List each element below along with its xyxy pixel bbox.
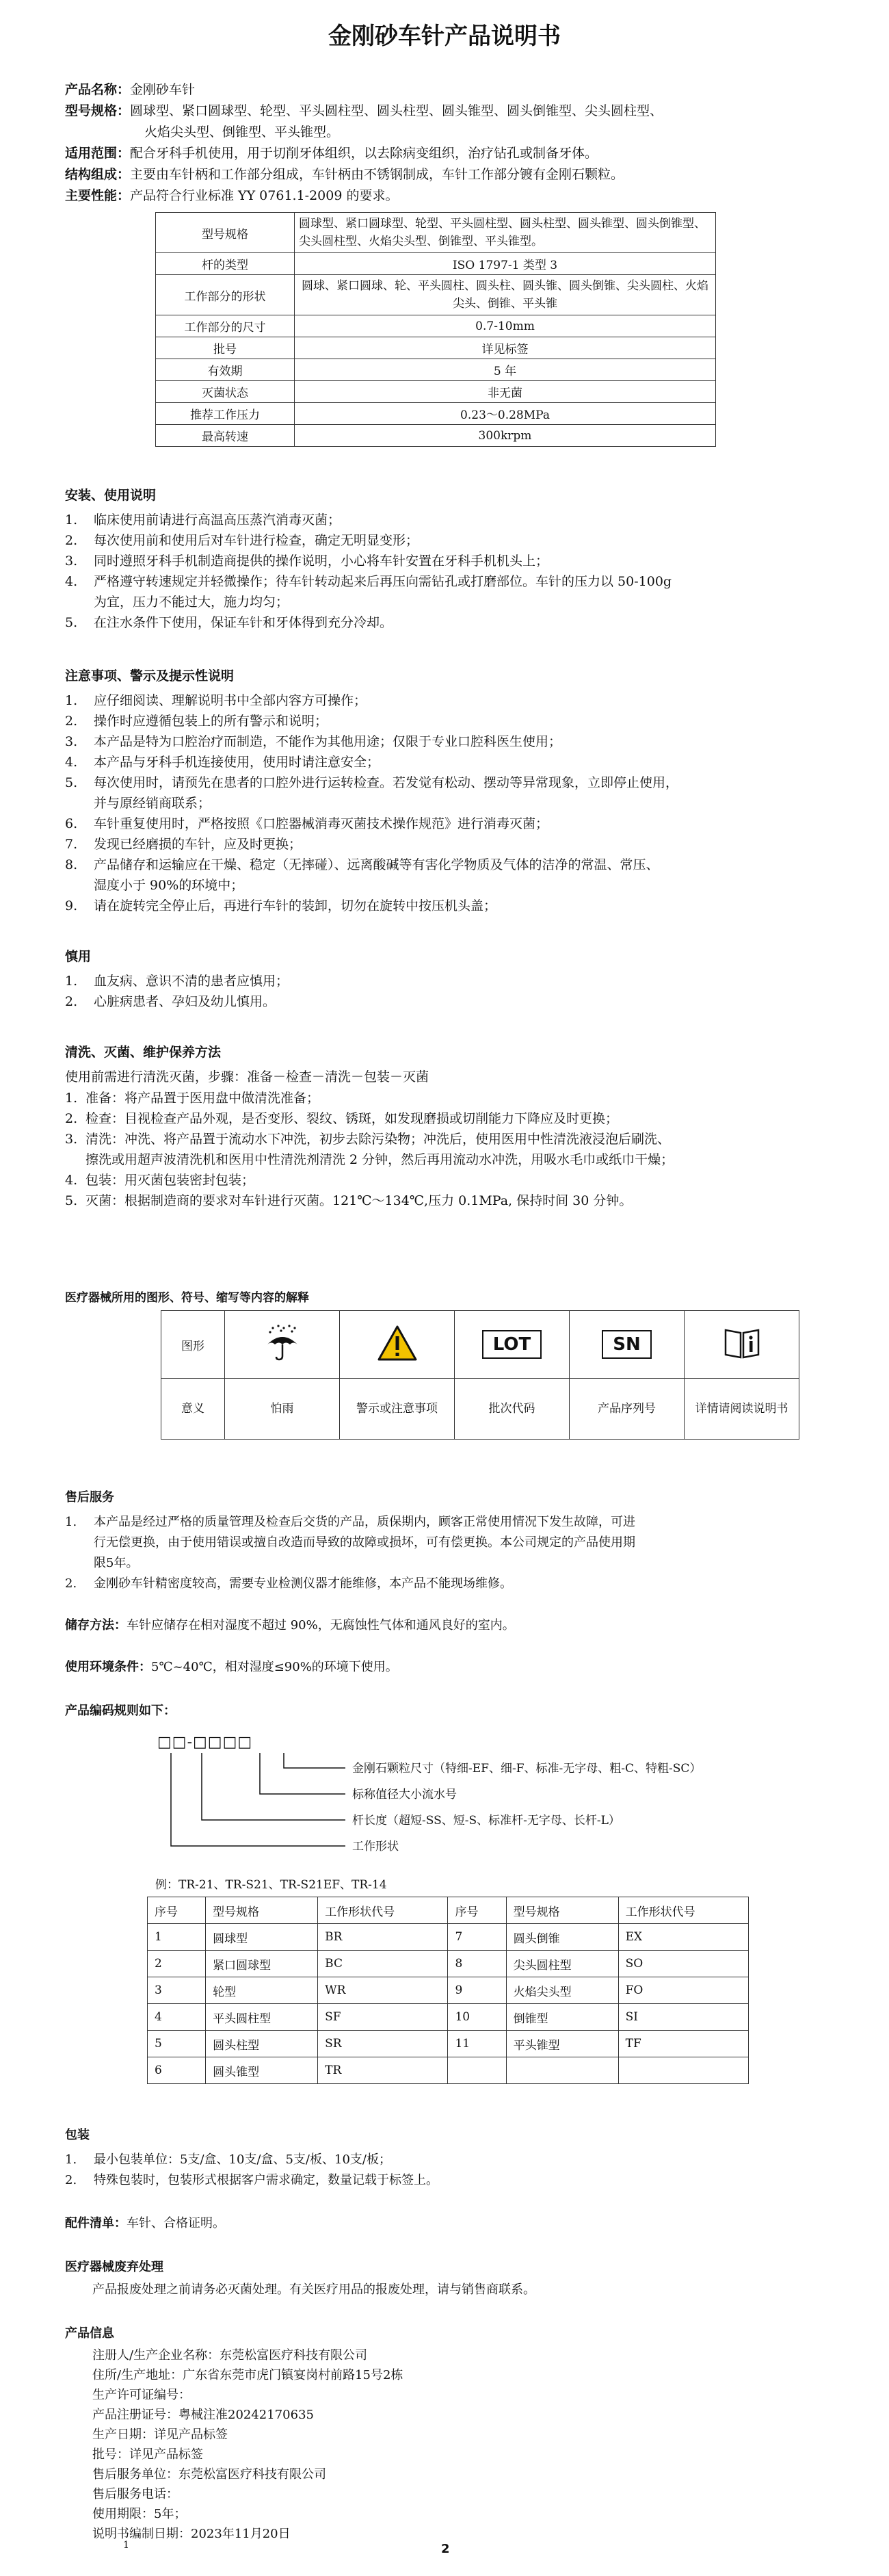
item-number: 1.	[65, 1515, 77, 1529]
spec-key: 杆的类型	[156, 253, 295, 275]
spec-key: 工作部分的形状	[156, 275, 295, 315]
item-text: 灭菌：根据制造商的要求对车针进行灭菌。121℃～134℃,压力 0.1MPa, 保持时间 30 分钟。	[85, 1193, 633, 1208]
table-cell: SF	[318, 2004, 448, 2031]
list-item	[65, 1574, 824, 1594]
cleaning-intro: 使用前需进行清洗灭菌，步骤：准备－检查－清洗－包装－灭菌	[65, 1069, 429, 1084]
spec-key: 批号	[156, 337, 295, 359]
list-item	[65, 991, 824, 1012]
item-number: 9.	[65, 898, 78, 913]
warning-triangle-icon	[340, 1311, 455, 1379]
lot-icon-text: LOT	[482, 1330, 542, 1359]
item-number: 1.	[65, 2152, 77, 2167]
symbol-meaning: 怕雨	[225, 1379, 340, 1440]
table-cell: 5	[148, 2031, 206, 2057]
item-number: 8.	[65, 857, 78, 872]
column-header: 工作形状代号	[318, 1897, 448, 1924]
list-item	[65, 2150, 824, 2170]
item-text: 产品储存和运输应在干燥、稳定（无摔碰）、远离酸碱等有害化学物质及气体的洁净的常温、常压、	[94, 857, 659, 872]
symbol-meaning: 警示或注意事项	[340, 1379, 455, 1440]
accessories-label: 配件清单：	[65, 2216, 127, 2230]
table-header-row	[148, 1897, 749, 1924]
list-item	[65, 711, 824, 731]
spec-value: ISO 1797-1 类型 3	[295, 253, 716, 275]
item-number: 2.	[65, 994, 78, 1009]
spec-value: 圆球、紧口圆球、轮、平头圆柱、圆头柱、圆头锥、圆头倒锥、尖头圆柱、火焰尖头、倒锥、平头锥	[295, 275, 716, 315]
item-number: 1.	[65, 512, 78, 528]
table-cell: FO	[618, 1977, 748, 2004]
item-text: 清洗：冲洗、将产品置于流动水下冲洗，初步去除污染物；冲洗后，使用医用中性清洗液浸泡后刷洗、	[85, 1132, 671, 1147]
item-text: 检查：目视检查产品外观，是否变形、裂纹、锈斑，如发现磨损或切削能力下降应及时更换；	[85, 1111, 619, 1126]
coding-diagram	[79, 1726, 824, 1897]
product-info-line: 住所/生产地址：广东省东莞市虎门镇宴岗村前路15号2栋	[92, 2368, 403, 2382]
table-cell: 11	[448, 2031, 506, 2057]
scope	[65, 143, 824, 164]
item-number: 3.	[65, 734, 78, 749]
item-text: 心脏病患者、孕妇及幼儿慎用。	[94, 994, 276, 1009]
list-item	[65, 772, 824, 814]
page-number: 2	[441, 2542, 450, 2556]
coding-label-shank: 杆长度（超短-SS、短-S、标准杆-无字母、长杆-L）	[352, 1814, 620, 1827]
model-spec	[65, 101, 824, 122]
performance-value: 产品符合行业标准 YY 0761.1-2009 的要求。	[130, 188, 399, 203]
spec-value: 非无菌	[295, 381, 716, 403]
table-row	[148, 1924, 749, 1951]
table-cell: BC	[318, 1951, 448, 1977]
item-text: 严格遵守转速规定并轻微操作；待车针转动起来后再压向需钻孔或打磨部位。车针的压力以 50-100g	[94, 574, 672, 589]
column-header: 型号规格	[506, 1897, 618, 1924]
item-number: 7.	[65, 837, 78, 852]
item-number: 1.	[65, 974, 78, 989]
list-item	[65, 510, 824, 530]
packaging-list	[65, 2150, 824, 2191]
item-text-cont: 限5年。	[94, 1556, 139, 1570]
item-text: 本产品是特为口腔治疗而制造，不能作为其他用途；仅限于专业口腔科医生使用；	[94, 734, 562, 749]
table-cell: EX	[618, 1924, 748, 1951]
symbols-row-label: 图形	[161, 1311, 225, 1379]
symbols-row-label: 意义	[161, 1379, 225, 1440]
consult-instructions-icon	[685, 1311, 799, 1379]
table-cell: WR	[318, 1977, 448, 2004]
symbols-icon-row	[161, 1311, 799, 1379]
product-info-block	[92, 2345, 824, 2544]
item-text: 操作时应遵循包装上的所有警示和说明；	[94, 714, 328, 729]
document-page	[65, 17, 824, 2544]
item-number: 2.	[65, 1576, 77, 1591]
list-item	[65, 814, 824, 834]
spec-row	[156, 253, 716, 275]
performance	[65, 185, 824, 207]
spec-row	[156, 381, 716, 403]
warnings-heading: 注意事项、警示及提示性说明	[65, 668, 235, 684]
spec-value: 0.7-10mm	[295, 315, 716, 337]
spec-value: 圆球型、紧口圆球型、轮型、平头圆柱型、圆头柱型、圆头锥型、圆头倒锥型、尖头圆柱型、火焰尖头型、倒锥型、平头锥型。	[295, 213, 716, 253]
accessories	[65, 2213, 824, 2234]
table-cell: 4	[148, 2004, 206, 2031]
accessories-value: 车针、合格证明。	[127, 2216, 225, 2230]
item-text: 本产品与牙科手机连接使用，使用时请注意安全；	[94, 755, 380, 770]
service-list	[65, 1512, 824, 1594]
structure	[65, 164, 824, 185]
item-text: 特殊包装时，包装形式根据客户需求确定，数量记载于标签上。	[94, 2173, 438, 2187]
table-cell: TR	[318, 2057, 448, 2084]
spec-row	[156, 403, 716, 425]
item-number: 5.	[65, 775, 78, 790]
item-number: 2.	[65, 533, 78, 548]
environment-value: 5℃~40℃，相对湿度≤90%的环境下使用。	[151, 1660, 398, 1674]
spec-row	[156, 315, 716, 337]
item-number: 3.	[65, 554, 78, 569]
scope-value: 配合牙科手机使用，用于切削牙体组织，以去除病变组织，治疗钻孔或制备牙体。	[130, 146, 598, 161]
symbols-table	[161, 1310, 799, 1440]
lot-icon	[455, 1311, 570, 1379]
list-item	[65, 834, 824, 855]
table-cell: 3	[148, 1977, 206, 2004]
table-cell: 圆头锥型	[206, 2057, 318, 2084]
item-number: 3.	[65, 1132, 78, 1147]
product-name	[65, 79, 824, 101]
spec-value: 300krpm	[295, 425, 716, 447]
item-number: 5.	[65, 1193, 78, 1208]
item-text: 临床使用前请进行高温高压蒸汽消毒灭菌；	[94, 512, 341, 528]
column-header: 工作形状代号	[618, 1897, 748, 1924]
coding-pattern: □□-□□□□	[157, 1734, 253, 1751]
list-item	[65, 2170, 824, 2191]
performance-label: 主要性能：	[65, 188, 131, 203]
disposal-heading: 医疗器械废弃处理	[65, 2260, 163, 2274]
item-number: 5.	[65, 615, 78, 630]
umbrella-icon	[225, 1311, 340, 1379]
item-text: 请在旋转完全停止后，再进行车针的装卸，切勿在旋转中按压机头盖；	[94, 898, 497, 913]
item-number: 6.	[65, 816, 78, 831]
product-info-heading: 产品信息	[65, 2326, 114, 2341]
item-text: 在注水条件下使用，保证车针和牙体得到充分冷却。	[94, 615, 393, 630]
list-item	[65, 752, 824, 772]
disposal-text: 产品报废处理之前请务必灭菌处理。有关医疗用品的报废处理，请与销售商联系。	[92, 2282, 535, 2297]
list-item	[65, 896, 824, 916]
table-cell: BR	[318, 1924, 448, 1951]
table-cell: 2	[148, 1951, 206, 1977]
product-name-label: 产品名称：	[65, 82, 131, 97]
item-text: 最小包装单位：5支/盒、10支/盒、5支/板、10支/板；	[94, 2152, 391, 2167]
symbol-meaning: 产品序列号	[570, 1379, 685, 1440]
document-title: 金刚砂车针产品说明书	[328, 23, 561, 50]
item-text: 车针重复使用时，严格按照《口腔器械消毒灭菌技术操作规范》进行消毒灭菌；	[94, 816, 549, 831]
warnings-list	[65, 690, 824, 916]
table-row	[148, 2057, 749, 2084]
item-text: 同时遵照牙科手机制造商提供的操作说明，小心将车针安置在牙科手机机头上；	[94, 554, 549, 569]
list-item	[65, 551, 824, 571]
product-info-line: 生产许可证编号：	[92, 2388, 191, 2402]
scope-label: 适用范围：	[65, 146, 131, 161]
spec-key: 有效期	[156, 359, 295, 381]
symbols-heading: 医疗器械所用的图形、符号、缩写等内容的解释	[65, 1291, 309, 1305]
list-item	[65, 1088, 824, 1108]
spec-key: 型号规格	[156, 213, 295, 253]
item-number: 4.	[65, 1173, 78, 1188]
table-cell: 9	[448, 1977, 506, 2004]
spec-key: 推荐工作压力	[156, 403, 295, 425]
structure-label: 结构组成：	[65, 167, 131, 182]
table-cell: 圆头柱型	[206, 2031, 318, 2057]
list-item	[65, 1191, 824, 1211]
symbol-meaning: 详情请阅读说明书	[685, 1379, 799, 1440]
product-info-line: 产品注册证号：粤械注准20242170635	[92, 2408, 314, 2422]
table-cell: 轮型	[206, 1977, 318, 2004]
environment	[65, 1656, 824, 1678]
table-cell: 8	[448, 1951, 506, 1977]
item-number: 2.	[65, 1111, 78, 1126]
item-number: 2.	[65, 714, 78, 729]
product-name-value: 金刚砂车针	[130, 82, 196, 97]
table-cell: SI	[618, 2004, 748, 2031]
coding-label-grit: 金刚石颗粒尺寸（特细-EF、细-F、标准-无字母、粗-C、特粗-SC）	[352, 1762, 702, 1775]
service-heading: 售后服务	[65, 1490, 114, 1505]
table-row	[148, 1951, 749, 1977]
spec-value: 5 年	[295, 359, 716, 381]
item-text: 每次使用前和使用后对车针进行检查，确定无明显变形；	[94, 533, 419, 548]
item-number: 2.	[65, 2173, 77, 2187]
table-cell: SR	[318, 2031, 448, 2057]
table-cell: 倒锥型	[506, 2004, 618, 2031]
install-heading: 安装、使用说明	[65, 488, 157, 503]
coding-example: 例：TR-21、TR-S21、TR-S21EF、TR-14	[155, 1878, 387, 1892]
list-item	[65, 1129, 824, 1170]
footer-left-number: 1	[123, 2540, 129, 2551]
table-cell: 紧口圆球型	[206, 1951, 318, 1977]
table-row	[148, 2004, 749, 2031]
product-info-line: 批号：详见产品标签	[92, 2447, 203, 2462]
column-header: 序号	[448, 1897, 506, 1924]
symbols-meaning-row	[161, 1379, 799, 1440]
spec-table	[155, 212, 716, 447]
spec-key: 工作部分的尺寸	[156, 315, 295, 337]
storage	[65, 1615, 824, 1636]
list-item	[65, 855, 824, 896]
item-text-cont: 并与原经销商联系；	[94, 796, 211, 811]
sn-icon	[570, 1311, 685, 1379]
spec-value: 0.23～0.28MPa	[295, 403, 716, 425]
item-number: 4.	[65, 755, 78, 770]
model-spec-label: 型号规格：	[65, 103, 131, 118]
product-info-line: 售后服务电话：	[92, 2487, 178, 2501]
install-list	[65, 510, 824, 633]
model-spec-value: 圆球型、紧口圆球型、轮型、平头圆柱型、圆头柱型、圆头锥型、圆头倒锥型、尖头圆柱型、	[130, 103, 663, 118]
table-cell: 7	[448, 1924, 506, 1951]
list-item	[65, 530, 824, 551]
table-cell	[448, 2057, 506, 2084]
item-number: 1.	[65, 1091, 78, 1106]
product-info-line: 说明书编制日期：2023年11月20日	[92, 2527, 291, 2541]
table-cell: 圆球型	[206, 1924, 318, 1951]
item-number: 1.	[65, 693, 78, 708]
table-cell: 10	[448, 2004, 506, 2031]
spec-key: 最高转速	[156, 425, 295, 447]
item-number: 4.	[65, 574, 78, 589]
list-item	[65, 971, 824, 991]
caution-heading: 慎用	[65, 949, 92, 964]
item-text-cont: 湿度小于 90%的环境中；	[94, 878, 244, 893]
spec-row	[156, 359, 716, 381]
storage-value: 车针应储存在相对湿度不超过 90%，无腐蚀性气体和通风良好的室内。	[127, 1618, 515, 1632]
model-spec-cont: 火焰尖头型、倒锥型、平头锥型。	[144, 125, 340, 140]
item-text: 血友病、意识不清的患者应慎用；	[94, 974, 289, 989]
environment-label: 使用环境条件：	[65, 1660, 151, 1674]
item-text: 金刚砂车针精密度较高，需要专业检测仪器才能维修，本产品不能现场维修。	[94, 1576, 512, 1591]
item-text-cont: 为宜，压力不能过大，施力均匀；	[94, 595, 289, 610]
product-info-line: 生产日期：详见产品标签	[92, 2428, 228, 2442]
list-item	[65, 690, 824, 711]
table-row	[148, 2031, 749, 2057]
coding-label-shape: 工作形状	[352, 1840, 399, 1853]
item-text: 发现已经磨损的车针，应及时更换；	[94, 837, 302, 852]
packaging-heading: 包装	[65, 2128, 90, 2142]
item-text: 包装：用灭菌包装密封包装；	[85, 1173, 255, 1188]
symbol-meaning: 批次代码	[455, 1379, 570, 1440]
item-text-cont: 行无偿更换，由于使用错误或擅自改造而导致的故障或损坏，可有偿更换。本公司规定的产品使用期	[94, 1535, 635, 1550]
spec-row	[156, 425, 716, 447]
table-cell: 6	[148, 2057, 206, 2084]
product-info-line: 售后服务单位：东莞松富医疗科技有限公司	[92, 2467, 326, 2482]
item-text: 每次使用时，请预先在患者的口腔外进行运转检查。若发觉有松动、摆动等异常现象，立即停止使用，	[94, 775, 679, 790]
product-info-line: 注册人/生产企业名称：东莞松富医疗科技有限公司	[92, 2348, 368, 2363]
table-cell: 平头圆柱型	[206, 2004, 318, 2031]
cleaning-heading: 清洗、灭菌、维护保养方法	[65, 1045, 222, 1060]
product-info-line: 使用期限：5年；	[92, 2507, 187, 2521]
table-cell: 1	[148, 1924, 206, 1951]
list-item	[65, 1170, 824, 1191]
table-cell: 平头锥型	[506, 2031, 618, 2057]
coding-heading: 产品编码规则如下：	[65, 1704, 176, 1718]
coding-label-diameter: 标称值径大小流水号	[352, 1788, 457, 1801]
spec-row	[156, 213, 716, 253]
list-item	[65, 612, 824, 633]
item-text-cont: 擦洗或用超声波清洗机和医用中性清洗剂清洗 2 分钟，然后再用流动水冲洗，用吸水毛巾或纸巾干燥；	[85, 1152, 674, 1167]
spec-key: 灭菌状态	[156, 381, 295, 403]
table-cell: TF	[618, 2031, 748, 2057]
item-text: 本产品是经过严格的质量管理及检查后交货的产品，质保期内，顾客正常使用情况下发生故障，可进	[94, 1515, 635, 1529]
column-header: 型号规格	[206, 1897, 318, 1924]
cleaning-list	[65, 1088, 824, 1211]
list-item	[65, 1108, 824, 1129]
table-cell: SO	[618, 1951, 748, 1977]
structure-value: 主要由车针柄和工作部分组成，车针柄由不锈钢制成，车针工作部分镀有金刚石颗粒。	[130, 167, 624, 182]
table-cell	[618, 2057, 748, 2084]
shape-code-table	[147, 1897, 749, 2084]
sn-icon-text: SN	[602, 1330, 652, 1359]
storage-label: 储存方法：	[65, 1618, 127, 1632]
list-item	[65, 1512, 824, 1574]
list-item	[65, 731, 824, 752]
table-cell: 火焰尖头型	[506, 1977, 618, 2004]
table-row	[148, 1977, 749, 2004]
item-text: 准备：将产品置于医用盘中做清洗准备；	[85, 1091, 320, 1106]
table-cell: 尖头圆柱型	[506, 1951, 618, 1977]
table-cell	[506, 2057, 618, 2084]
spec-value: 详见标签	[295, 337, 716, 359]
spec-row	[156, 337, 716, 359]
list-item	[65, 571, 824, 612]
table-cell: 圆头倒锥	[506, 1924, 618, 1951]
column-header: 序号	[148, 1897, 206, 1924]
item-text: 应仔细阅读、理解说明书中全部内容方可操作；	[94, 693, 367, 708]
caution-list	[65, 971, 824, 1012]
spec-row	[156, 275, 716, 315]
